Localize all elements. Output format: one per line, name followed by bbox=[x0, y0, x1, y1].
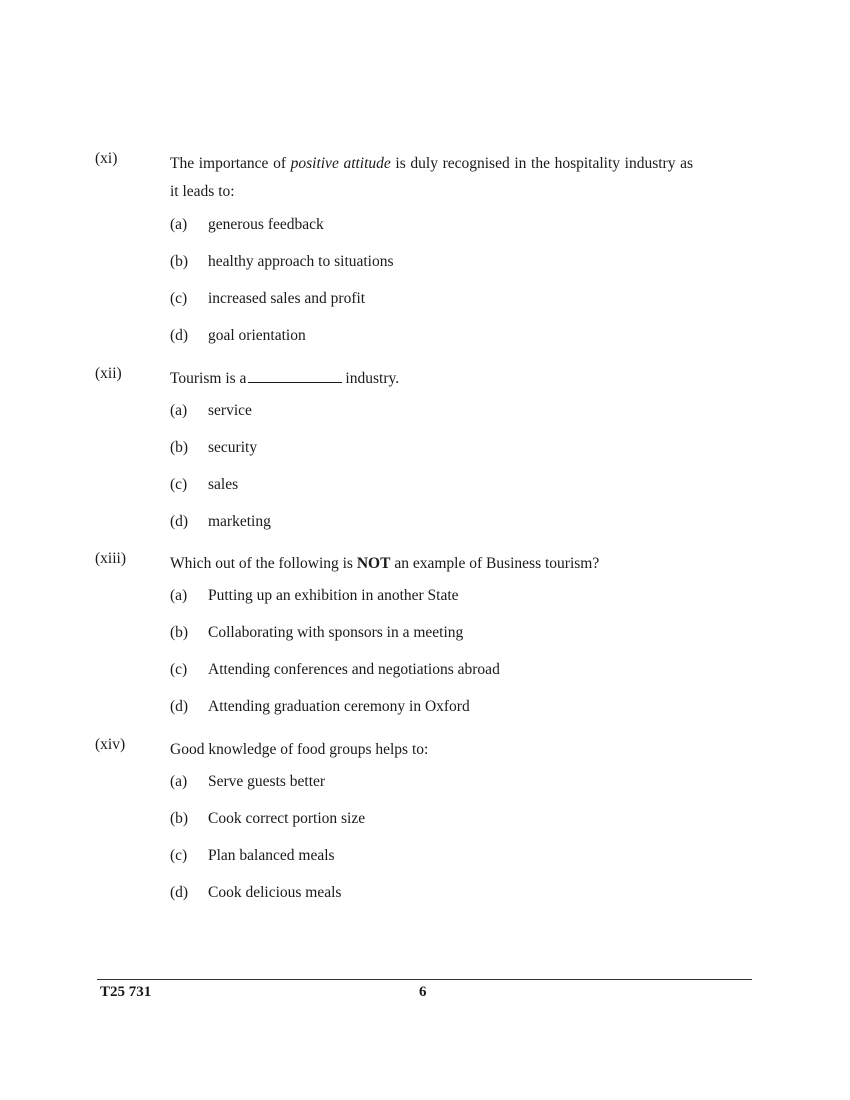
option-label: (d) bbox=[170, 698, 189, 715]
page-number: 6 bbox=[419, 984, 427, 1000]
option-item bbox=[0, 439, 850, 461]
option-text: increased sales and profit bbox=[208, 290, 366, 307]
question-number: (xiv) bbox=[95, 736, 126, 753]
option-label: (b) bbox=[170, 439, 189, 456]
question-stem: Which out of the following is NOT an example of Business tourism? bbox=[170, 555, 600, 572]
option-item bbox=[0, 847, 850, 869]
option-text: Collaborating with sponsors in a meeting bbox=[208, 624, 464, 641]
question-number: (xiii) bbox=[95, 550, 126, 567]
option-text: Plan balanced meals bbox=[208, 847, 335, 864]
option-text: service bbox=[208, 402, 252, 419]
option-item bbox=[0, 810, 850, 832]
option-label: (b) bbox=[170, 253, 189, 270]
option-item bbox=[0, 290, 850, 312]
option-item bbox=[0, 698, 850, 720]
option-label: (a) bbox=[170, 773, 188, 790]
option-label: (a) bbox=[170, 587, 188, 604]
option-item bbox=[0, 476, 850, 498]
option-item bbox=[0, 402, 850, 424]
option-item bbox=[0, 624, 850, 646]
option-item bbox=[0, 253, 850, 275]
option-label: (b) bbox=[170, 810, 189, 827]
option-item bbox=[0, 884, 850, 906]
question-stem: Tourism is a industry. bbox=[170, 370, 400, 387]
option-item bbox=[0, 773, 850, 795]
emphasis-text: positive attitude bbox=[290, 155, 391, 172]
option-label: (a) bbox=[170, 216, 188, 233]
option-item bbox=[0, 587, 850, 609]
option-text: Putting up an exhibition in another State bbox=[208, 587, 459, 604]
question-stem: Good knowledge of food groups helps to: bbox=[170, 741, 429, 758]
option-text: sales bbox=[208, 476, 239, 493]
option-text: generous feedback bbox=[208, 216, 324, 233]
question-number: (xii) bbox=[95, 365, 122, 382]
option-text: marketing bbox=[208, 513, 271, 530]
option-item bbox=[0, 661, 850, 683]
fill-in-blank bbox=[248, 368, 342, 383]
option-text: Serve guests better bbox=[208, 773, 326, 790]
option-text: Attending conferences and negotiations abroad bbox=[208, 661, 500, 678]
option-text: goal orientation bbox=[208, 327, 306, 344]
option-text: healthy approach to situations bbox=[208, 253, 394, 270]
option-label: (c) bbox=[170, 661, 188, 678]
option-item bbox=[0, 216, 850, 238]
question-number: (xi) bbox=[95, 150, 118, 167]
option-label: (b) bbox=[170, 624, 189, 641]
footer-divider bbox=[97, 979, 752, 980]
option-label: (d) bbox=[170, 327, 189, 344]
option-label: (a) bbox=[170, 402, 188, 419]
option-item bbox=[0, 327, 850, 349]
question-stem: The importance of positive attitude is duly recognised in the hospitality industry as it leads to: bbox=[170, 155, 693, 200]
option-text: security bbox=[208, 439, 258, 456]
option-label: (c) bbox=[170, 847, 188, 864]
option-label: (d) bbox=[170, 513, 189, 530]
option-item bbox=[0, 513, 850, 535]
option-text: Attending graduation ceremony in Oxford bbox=[208, 698, 470, 715]
paper-code: T25 731 bbox=[100, 984, 152, 1000]
option-label: (c) bbox=[170, 290, 188, 307]
option-label: (d) bbox=[170, 884, 189, 901]
option-label: (c) bbox=[170, 476, 188, 493]
bold-text: NOT bbox=[356, 555, 391, 572]
option-text: Cook delicious meals bbox=[208, 884, 342, 901]
option-text: Cook correct portion size bbox=[208, 810, 366, 827]
